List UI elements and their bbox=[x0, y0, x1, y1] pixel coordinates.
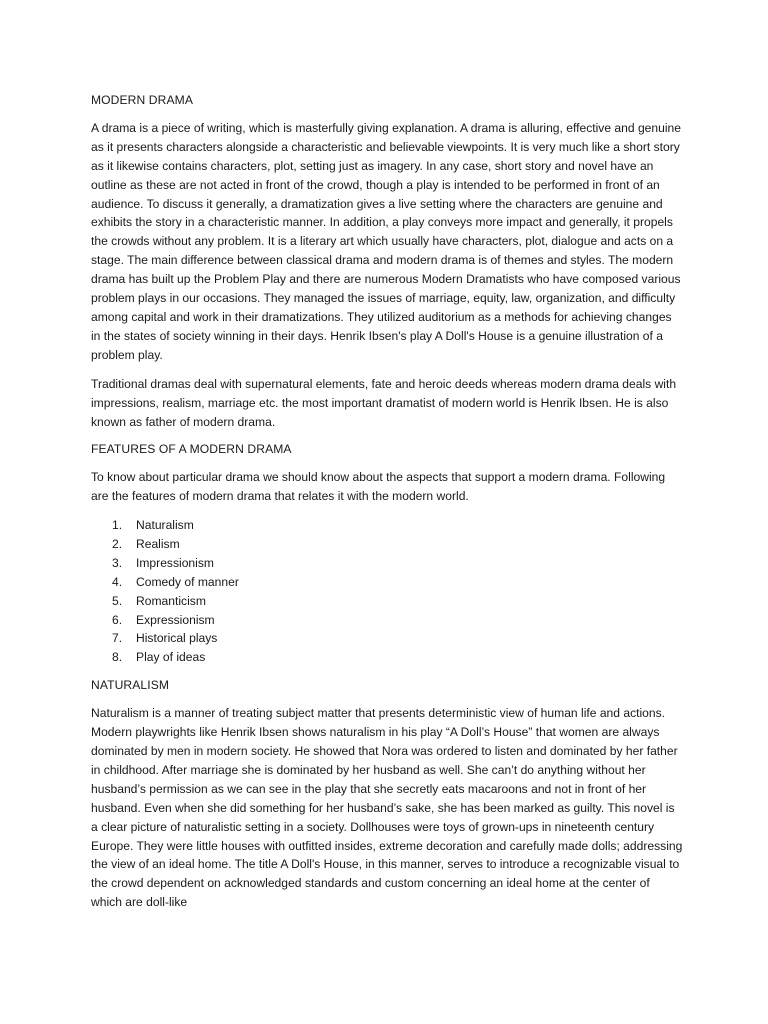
list-item-label: Realism bbox=[136, 537, 180, 552]
list-item bbox=[91, 592, 683, 611]
list-item bbox=[91, 554, 683, 573]
list-item-number: 4. bbox=[112, 574, 123, 589]
list-item-number: 8. bbox=[112, 650, 123, 665]
list-item-number: 2. bbox=[112, 537, 123, 552]
list-item bbox=[91, 629, 683, 648]
list-item bbox=[91, 573, 683, 592]
features-heading: FEATURES OF A MODERN DRAMA bbox=[91, 442, 292, 457]
intro-paragraph-2: Traditional dramas deal with supernatural elements, fate and heroic deeds whereas modern drama deals with impressions, realism, marriage etc. the most important dramatist of modern world is Henrik Ibsen. He is also known as father of modern drama. bbox=[91, 376, 677, 429]
list-item-label: Naturalism bbox=[136, 518, 194, 533]
naturalism-paragraph: Naturalism is a manner of treating subject matter that presents deterministic view of human life and actions. Modern playwrights like Henrik Ibsen shows naturalism in his play “A Doll’s House” that women are always dominated by men in modern society. He showed that Nora was ordered to listen and dominated by her father in childhood. After marriage she is dominated by her husband as well. She can’t do anything without her husband’s permission as we can see in the play that she secretly eats macaroons and not in front of her husband. Even when she did something for her husband’s sake, she has been marked as guilty. This novel is a clear picture of naturalistic setting in a society. Dollhouses were toys of grown-ups in nineteenth century Europe. They were little houses with outfitted insides, extreme decoration and carefully made dolls; addressing the view of an ideal home. The title A Doll's House, in this manner, serves to introduce a recognizable visual to the crowd dependent on acknowledged standards and custom concerning an ideal home at the center of which are doll-like bbox=[91, 706, 683, 910]
list-item-number: 5. bbox=[112, 593, 123, 608]
list-item-number: 6. bbox=[112, 612, 123, 627]
list-item-number: 1. bbox=[112, 518, 123, 533]
list-item-number: 3. bbox=[112, 555, 123, 570]
list-item bbox=[91, 535, 683, 554]
list-item-number: 7. bbox=[112, 631, 123, 646]
list-item-label: Comedy of manner bbox=[136, 574, 239, 589]
list-item-label: Impressionism bbox=[136, 555, 214, 570]
document-body bbox=[91, 91, 683, 912]
list-item bbox=[91, 648, 683, 667]
intro-paragraph-1: A drama is a piece of writing, which is masterfully giving explanation. A drama is alluring, effective and genuine as it presents characters alongside a characteristic and believable viewpoints. It is very much like a short story as it likewise contains characters, plot, setting just as imagery. In any case, short story and novel have an outline as these are not acted in front of the crowd, though a play is intended to be performed in front of an audience. To discuss it generally, a dramatization gives a live setting where the characters are genuine and exhibits the story in a characteristic manner. In addition, a play conveys more impact and generally, it propels the crowds without any problem. It is a literary art which usually have characters, plot, dialogue and acts on a stage. The main difference between classical drama and modern drama is of themes and styles. The modern drama has built up the Problem Play and there are numerous Modern Dramatists who have composed various problem plays in our occasions. They managed the issues of marriage, equity, law, organization, and difficulty among capital and work in their dramatizations. They utilized auditorium as a methods for achieving changes in the states of society winning in their days. Henrik Ibsen's play A Doll's House is a genuine illustration of a problem play. bbox=[91, 120, 682, 362]
list-item bbox=[91, 611, 683, 630]
list-item-label: Historical plays bbox=[136, 631, 218, 646]
list-item-label: Play of ideas bbox=[136, 650, 206, 665]
list-item-label: Expressionism bbox=[136, 612, 215, 627]
document-title: MODERN DRAMA bbox=[91, 93, 193, 107]
list-item-label: Romanticism bbox=[136, 593, 206, 608]
features-list bbox=[91, 516, 683, 667]
list-item bbox=[91, 516, 683, 535]
features-intro-paragraph: To know about particular drama we should know about the aspects that support a modern drama. Following are the features of modern drama that relates it with the modern world. bbox=[91, 470, 666, 504]
naturalism-heading: NATURALISM bbox=[91, 678, 170, 693]
